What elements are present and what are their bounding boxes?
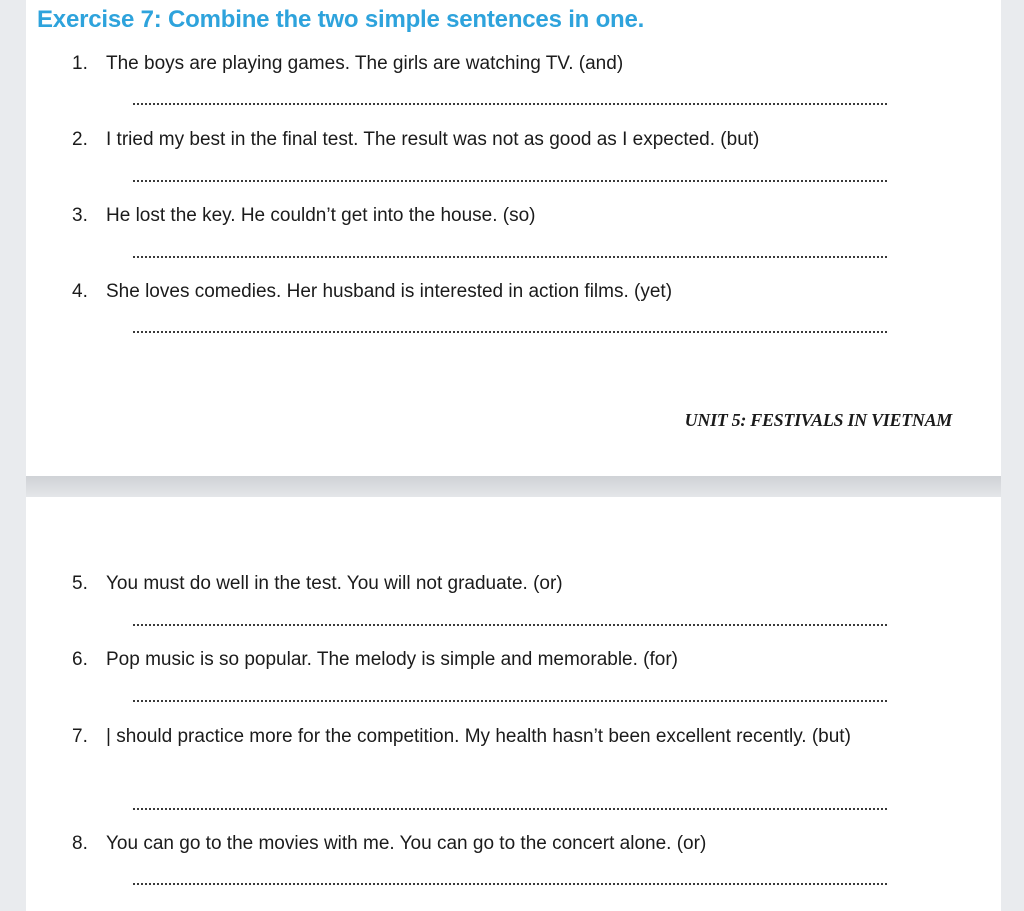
item-text: The boys are playing games. The girls are watching TV. (and) — [106, 53, 624, 74]
unit-heading: UNIT 5: FESTIVALS IN VIETNAM — [684, 410, 952, 430]
item-text: You must do well in the test. You will not graduate. (or) — [106, 573, 563, 594]
item-text: You can go to the movies with me. You can go to the concert alone. (or) — [106, 833, 707, 854]
answer-line-4[interactable] — [133, 331, 887, 333]
item-number: 4. — [72, 281, 88, 302]
item-number: 8. — [72, 833, 88, 854]
answer-line-1[interactable] — [133, 103, 887, 105]
item-number: 7. — [72, 726, 88, 747]
item-text: Pop music is so popular. The melody is simple and memorable. (for) — [106, 649, 679, 670]
answer-line-7[interactable] — [133, 808, 887, 810]
item-number: 1. — [72, 53, 88, 74]
item-number: 5. — [72, 573, 88, 594]
answer-line-3[interactable] — [133, 256, 887, 258]
item-text: | should practice more for the competition. My health hasn’t been excellent recently. (but) — [106, 726, 851, 747]
page-separator — [26, 476, 1001, 497]
answer-line-2[interactable] — [133, 180, 887, 182]
item-number: 2. — [72, 129, 88, 150]
item-text: She loves comedies. Her husband is interested in action films. (yet) — [106, 281, 673, 302]
item-text: I tried my best in the final test. The result was not as good as I expected. (but) — [106, 129, 760, 150]
item-number: 3. — [72, 205, 88, 226]
answer-line-8[interactable] — [133, 883, 887, 885]
answer-line-5[interactable] — [133, 624, 887, 626]
exercise-title: Exercise 7: Combine the two simple sentences in one. — [37, 6, 645, 33]
item-text: He lost the key. He couldn’t get into the house. (so) — [106, 205, 536, 226]
answer-line-6[interactable] — [133, 700, 887, 702]
item-number: 6. — [72, 649, 88, 670]
